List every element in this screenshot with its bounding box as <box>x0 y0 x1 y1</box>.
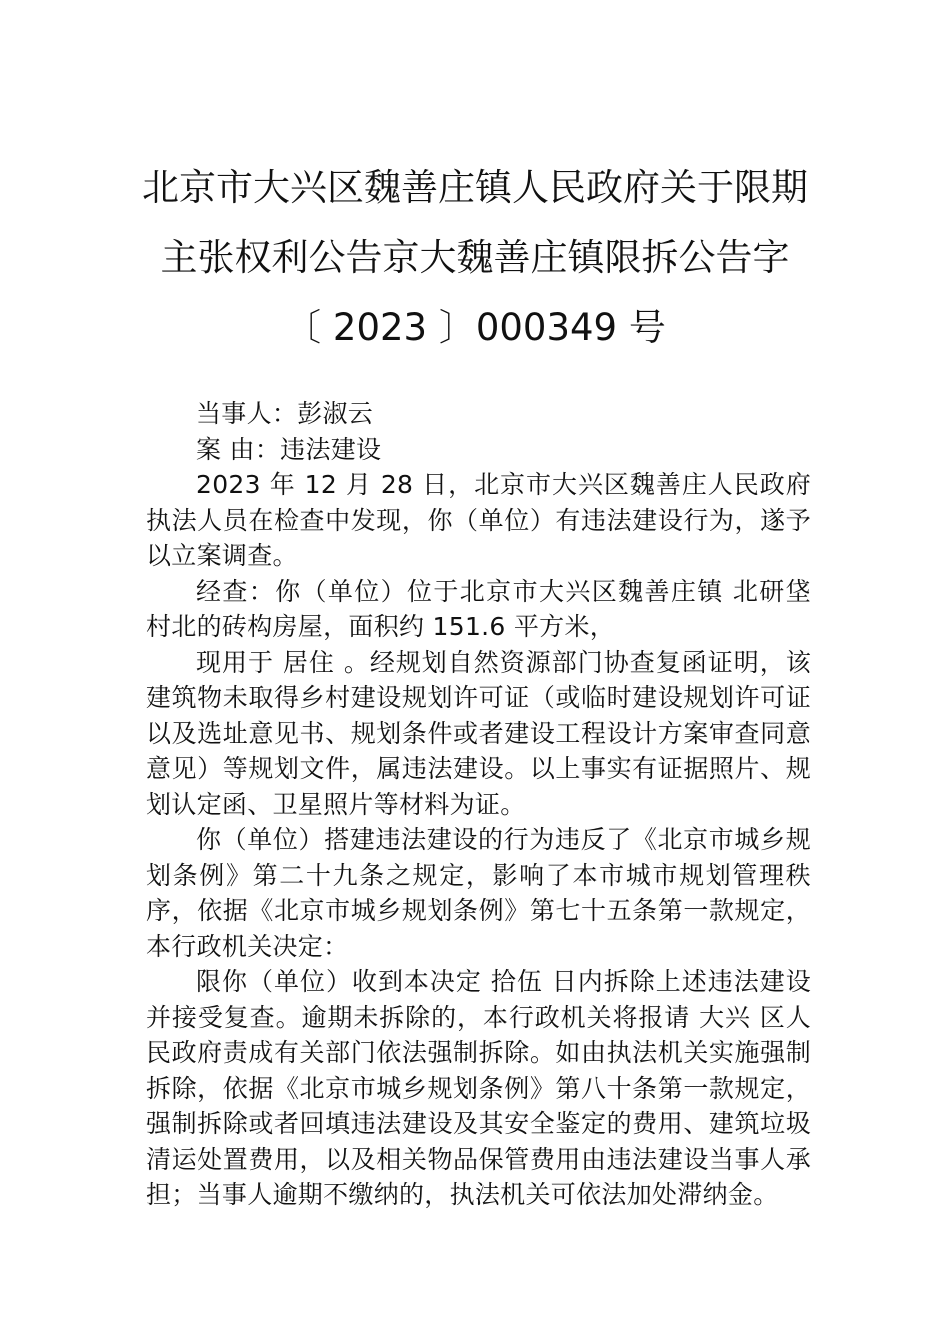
document-number: 〔 2023 〕000349 号 <box>284 306 666 349</box>
paragraph-legal-basis: 你（单位）搭建违法建设的行为违反了《北京市城乡规划条例》第二十九条之规定，影响了本市城市规划管理秩序，依据《北京市城乡规划条例》第七十五条第一款规定，本行政机关决定： <box>146 825 811 961</box>
document-title-line-1: 北京市大兴区魏善庄镇人民政府关于限期 <box>142 166 808 209</box>
document-title-line-2: 主张权利公告京大魏善庄镇限拆公告字 <box>160 236 790 279</box>
party-field: 当事人：彭淑云 <box>196 399 374 428</box>
case-field: 案 由：违法建设 <box>196 434 382 464</box>
paragraph-findings: 现用于 居住 。经规划自然资源部门协查复函证明，该建筑物未取得乡村建设规划许可证（或临时建设规划许可证以及选址意见书、规划条件或者建设工程设计方案审查同意意见）等规划文件，属违法建设。以上事实有证据照片、规划认定函、卫星照片等材料为证。 <box>146 647 811 819</box>
paragraph-investigation: 经查：你（单位）位于北京市大兴区魏善庄镇 北研垡村北的砖构房屋，面积约 151.6 平方米， <box>146 576 811 641</box>
paragraph-discovery: 2023 年 12 月 28 日，北京市大兴区魏善庄人民政府执法人员在检查中发现，你（单位）有违法建设行为，遂予以立案调查。 <box>146 470 811 570</box>
document-body <box>146 396 811 1213</box>
paragraph-decision: 限你（单位）收到本决定 拾伍 日内拆除上述违法建设并接受复查。逾期未拆除的，本行政机关将报请 大兴 区人民政府责成有关部门依法强制拆除。如由执法机关实施强制拆除，依据《北京市城乡规划条例》第八十条第一款规定，强制拆除或者回填违法建设及其安全鉴定的费用、建筑垃圾清运处置费用，以及相关物品保管费用由违法建设当事人承担；当事人逾期不缴纳的，执法机关可依法加处滞纳金。 <box>146 967 811 1209</box>
